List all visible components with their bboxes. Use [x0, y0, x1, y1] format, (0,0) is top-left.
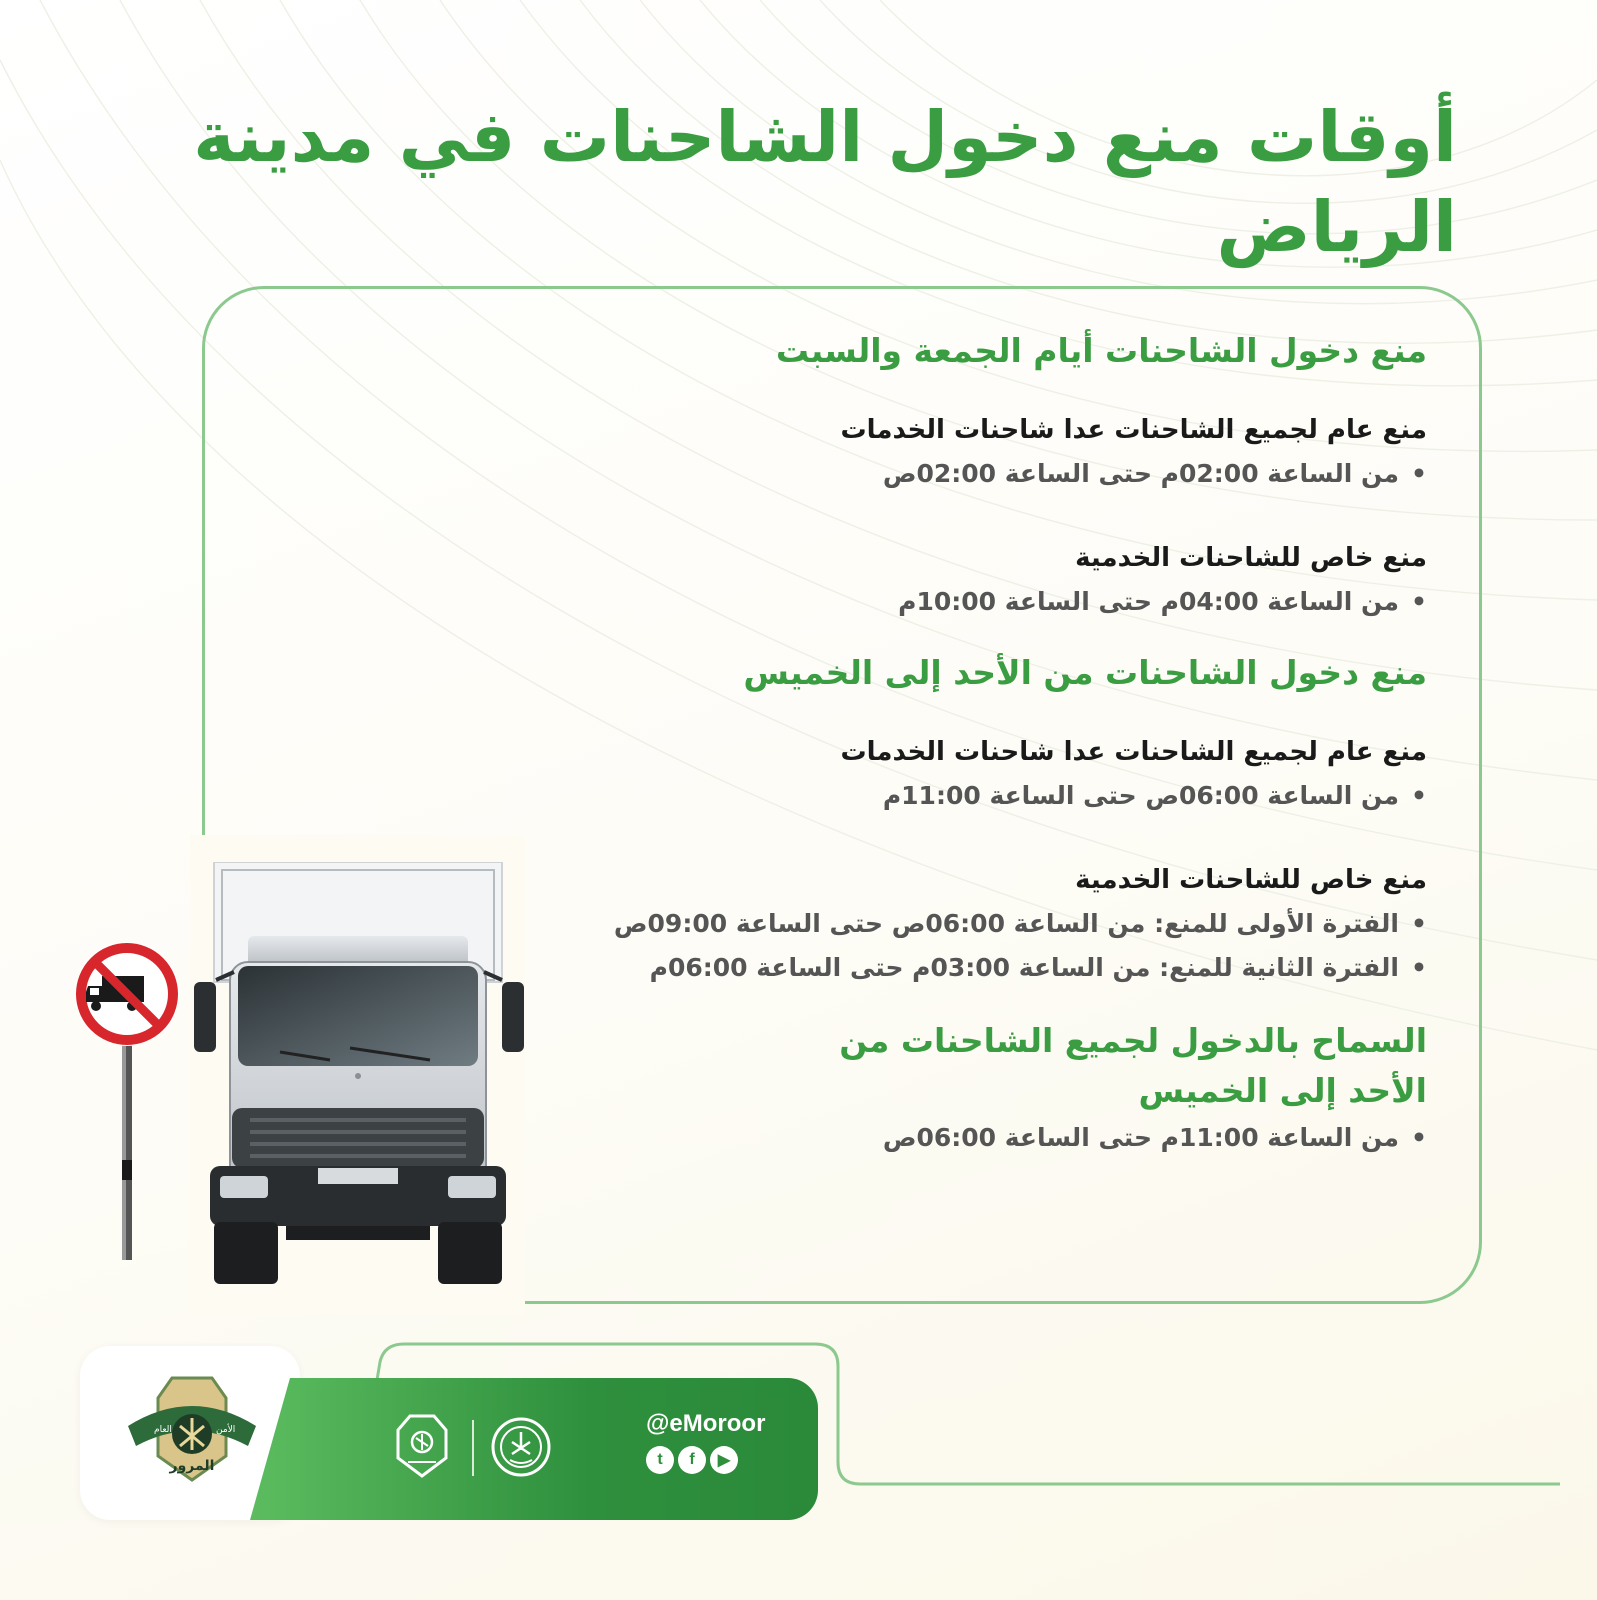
section-heading-weekdays: منع دخول الشاحنات من الأحد إلى الخميس	[743, 653, 1427, 692]
schedule-content	[547, 326, 1427, 1160]
facebook-icon[interactable]: f	[678, 1446, 706, 1474]
subheading-service-ban: منع خاص للشاحنات الخدمية	[1075, 865, 1427, 895]
logo-text-amn: الأمن	[216, 1425, 236, 1435]
time-range-item: • من الساعة 11:00م حتى الساعة 06:00ص	[547, 1116, 1427, 1160]
social-handle[interactable]: @eMoroor	[646, 1410, 766, 1437]
section-heading-allowed-line2: الأحد إلى الخميس	[1138, 1071, 1427, 1110]
section-heading-weekend: منع دخول الشاحنات أيام الجمعة والسبت	[775, 331, 1427, 370]
truck-illustration	[190, 862, 530, 1292]
time-range-item: • من الساعة 04:00م حتى الساعة 10:00م	[547, 580, 1427, 624]
time-range-item: • الفترة الثانية للمنع: من الساعة 03:00م حتى الساعة 06:00م	[547, 946, 1427, 990]
no-trucks-sign-icon	[74, 940, 184, 1270]
subheading-general-ban: منع عام لجميع الشاحنات عدا شاحنات الخدمات	[840, 737, 1427, 767]
footer-divider	[472, 1420, 474, 1476]
subheading-general-ban: منع عام لجميع الشاحنات عدا شاحنات الخدمات	[840, 415, 1427, 445]
logo-text-moroor: المرور	[169, 1458, 215, 1474]
twitter-icon[interactable]: t	[646, 1446, 674, 1474]
time-range-item: • من الساعة 02:00م حتى الساعة 02:00ص	[547, 452, 1427, 496]
time-range-item: • من الساعة 06:00ص حتى الساعة 11:00م	[547, 774, 1427, 818]
time-range-item: • الفترة الأولى للمنع: من الساعة 06:00ص حتى الساعة 09:00ص	[547, 902, 1427, 946]
youtube-icon[interactable]: ▶	[710, 1446, 738, 1474]
page-title: أوقات منع دخول الشاحنات في مدينة الرياض	[193, 96, 1457, 268]
social-icons	[646, 1446, 738, 1474]
ministry-of-interior-emblem-icon	[490, 1416, 552, 1478]
logo-text-aam: العام	[154, 1425, 172, 1435]
section-heading-allowed: السماح بالدخول لجميع الشاحنات من	[839, 1021, 1427, 1060]
subheading-service-ban: منع خاص للشاحنات الخدمية	[1075, 543, 1427, 573]
public-security-emblem-icon	[390, 1412, 454, 1480]
